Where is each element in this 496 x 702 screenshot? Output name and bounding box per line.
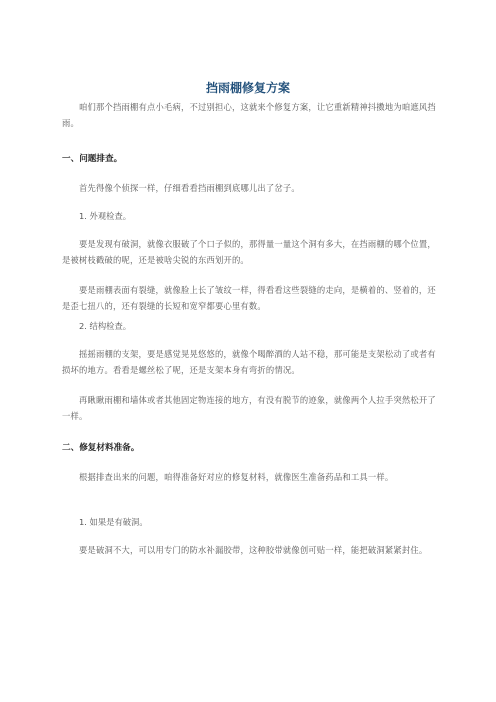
section1-subheading-2: 2. 结构检查。 <box>79 321 132 331</box>
section1-paragraph-2: 要是发现有破洞，就像衣服破了个口子似的，那得量一量这个洞有多大，在挡雨棚的哪个位置，是被树枝戳破的呢，还是被啥尖锐的东西划开的。 <box>62 239 436 265</box>
section1-paragraph-4: 摇摇雨棚的支架，要是感觉晃晃悠悠的，就像个喝醉酒的人站不稳，那可能是支架松动了或者有损坏的地方。看看是螺丝松了呢，还是支架本身有弯折的情况。 <box>62 349 436 375</box>
section1-paragraph-5: 再瞅瞅雨棚和墙体或者其他固定物连接的地方，有没有脱节的迹象，就像两个人拉手突然松开了一样。 <box>62 395 436 421</box>
section1-paragraph-1: 首先得像个侦探一样，仔细看看挡雨棚到底哪儿出了岔子。 <box>79 183 300 193</box>
section1-subheading-1: 1. 外观检查。 <box>79 211 132 221</box>
section1-heading: 一、问题排查。 <box>62 154 123 164</box>
intro-paragraph: 咱们那个挡雨棚有点小毛病，不过别担心，这就来个修复方案，让它重新精神抖擞地为咱遮风挡雨。 <box>62 102 436 128</box>
section1-paragraph-3: 要是雨棚表面有裂缝，就像脸上长了皱纹一样，得看看这些裂缝的走向，是横着的、竖着的，还是歪七扭八的，还有裂缝的长短和宽窄都要心里有数。 <box>62 285 436 311</box>
document-title: 挡雨棚修复方案 <box>205 81 290 95</box>
section2-paragraph-1: 根据排查出来的问题，咱得准备好对应的修复材料，就像医生准备药品和工具一样。 <box>79 472 394 482</box>
section2-heading: 二、修复材料准备。 <box>62 443 140 453</box>
section2-paragraph-2: 要是破洞不大，可以用专门的防水补漏胶带，这种胶带就像创可贴一样，能把破洞紧紧封住。 <box>79 545 428 555</box>
section2-subheading-1: 1. 如果是有破洞。 <box>79 517 148 527</box>
